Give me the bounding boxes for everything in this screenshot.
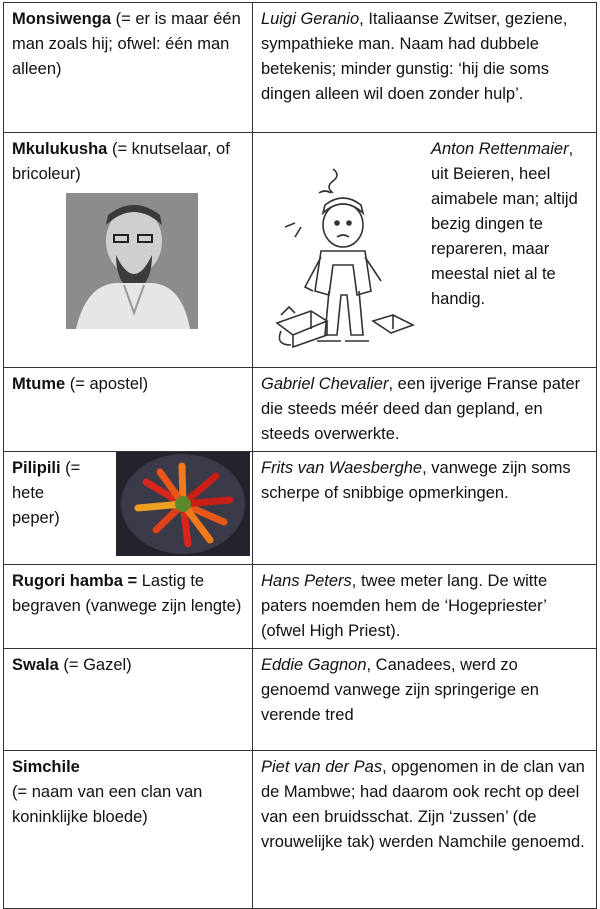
description-cell: [253, 565, 597, 649]
person-name: Hans Peters: [261, 572, 352, 590]
table-row: [4, 565, 597, 649]
table-row: [4, 751, 597, 909]
table-row: [4, 452, 597, 565]
description-cell: [253, 751, 597, 909]
person-description: , vanwege zijn soms scherpe of snibbige opmerkingen.: [261, 459, 571, 502]
description-cell: [253, 133, 597, 368]
nickname-gloss: Lastig te begraven (vanwege zijn lengte): [12, 572, 242, 615]
person-name: Gabriel Chevalier: [261, 375, 389, 393]
nickname-gloss: (= er is maar één man zoals hij; ofwel: één man alleen): [12, 10, 241, 78]
table-row: [4, 649, 597, 751]
person-name: Eddie Gagnon: [261, 656, 367, 674]
person-name: Luigi Geranio: [261, 10, 360, 28]
nickname-gloss: (= knutselaar, of bricoleur): [12, 140, 230, 183]
portrait-photo: [66, 193, 198, 329]
nickname: Swala: [12, 656, 59, 674]
table-row: [4, 3, 597, 133]
nickname: Monsiwenga: [12, 10, 112, 28]
table-row: [4, 368, 597, 452]
nickname-cell: [4, 133, 253, 368]
person-description: , twee meter lang. De witte paters noemden hem de ‘Hogepriester’ (ofwel High Priest).: [261, 572, 548, 640]
nickname: Pilipili: [12, 459, 61, 477]
nickname-cell: [4, 565, 253, 649]
nickname-gloss: (= Gazel): [58, 656, 132, 674]
description-cell: [253, 649, 597, 751]
nicknames-table: [3, 2, 597, 909]
nickname-cell: [4, 368, 253, 452]
person-name: Anton Rettenmaier: [431, 140, 569, 158]
description-cell: [253, 3, 597, 133]
person-description: , een ijverige Franse pater die steeds méér deed dan gepland, en steeds overwerkte.: [261, 375, 581, 443]
nickname-cell: [4, 452, 253, 565]
nickname: Mkulukusha: [12, 140, 108, 158]
person-description: , Italiaanse Zwitser, geziene, sympathieke man. Naam had dubbele betekenis; minder gunstig: ‘hij die soms dingen alleen wil doen zonder hulp’.: [261, 10, 568, 103]
description-cell: [253, 452, 597, 565]
nickname-gloss: (= hete peper): [12, 459, 81, 527]
nickname-gloss: (= apostel): [65, 375, 149, 393]
person-description: , opgenomen in de clan van de Mambwe; had daarom ook recht op deel van een bruidsschat. Zijn ‘zussen’ (de vrouwelijke tak) werden Namchile genoemd.: [261, 758, 585, 851]
repairman-cartoon: [261, 165, 433, 365]
person-name: Frits van Waesberghe: [261, 459, 423, 477]
description-cell: [253, 368, 597, 452]
person-name: Piet van der Pas: [261, 758, 383, 776]
person-description: , uit Beieren, heel aimabele man; altijd bezig dingen te repareren, maar meestal niet al te handig.: [431, 140, 578, 308]
table-row: [4, 133, 597, 368]
nickname: Simchile: [12, 758, 80, 776]
nickname-cell: [4, 3, 253, 133]
nickname-gloss: (= naam van een clan van koninklijke bloede): [12, 783, 203, 826]
nickname: Mtume: [12, 375, 66, 393]
chili-peppers-photo: [116, 452, 250, 556]
nickname-cell: [4, 751, 253, 909]
nickname: Rugori hamba =: [12, 572, 142, 590]
person-description: , Canadees, werd zo genoemd vanwege zijn springerige en verende tred: [261, 656, 539, 724]
nickname-cell: [4, 649, 253, 751]
